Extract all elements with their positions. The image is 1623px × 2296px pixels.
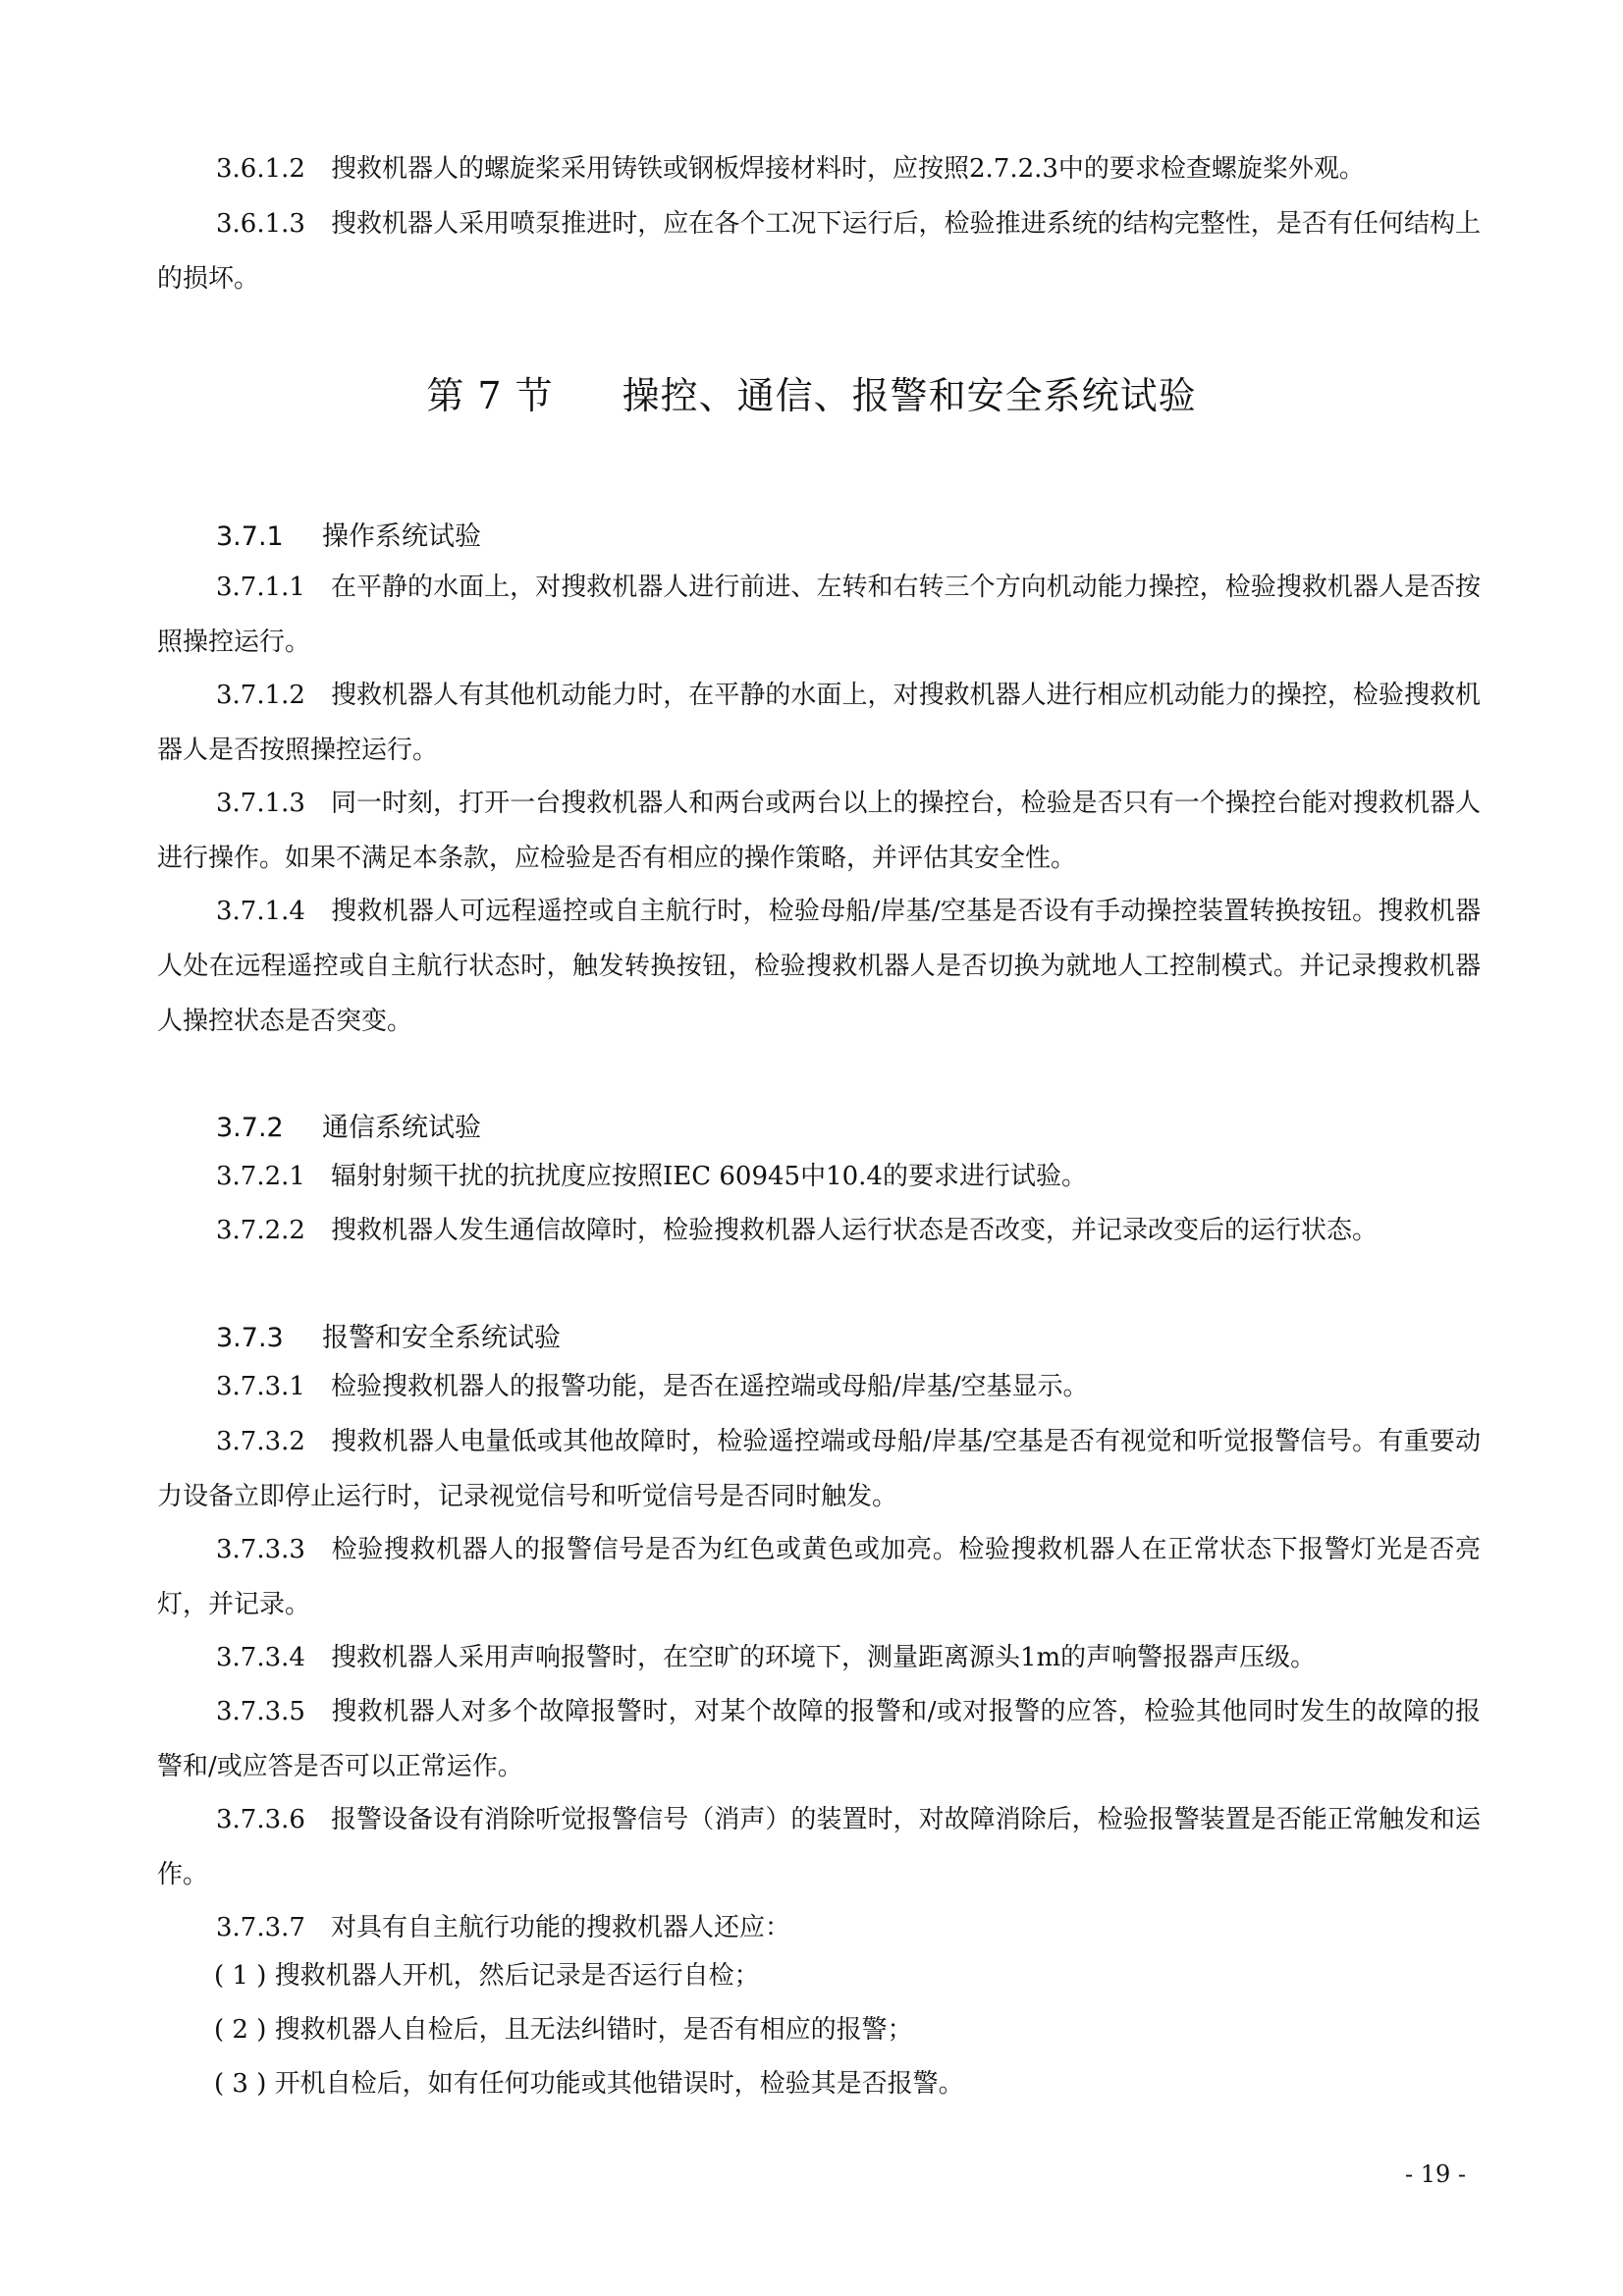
list-item <box>214 1955 760 1992</box>
heading-number: 3.7.1 <box>216 521 284 552</box>
list-item-text: 搜救机器人开机，然后记录是否运行自检； <box>274 1961 760 1991</box>
clause-text: 搜救机器人可远程遥控或自主航行时，检验母船/岸基/空基是否设有手动操控装置转换按钮。搜救机器人处在远程遥控或自主航行状态时，触发转换按钮，检验搜救机器人是否切换为就地人工控制模式。并记录搜救机器人操控状态是否突变。 <box>157 897 1481 1036</box>
clause-3-7-3-7 <box>157 1900 1481 1955</box>
clause-text: 搜救机器人采用声响报警时，在空旷的环境下，测量距离源头1m的声响警报器声压级。 <box>330 1643 1317 1672</box>
clause-text: 报警设备设有消除听觉报警信号（消声）的装置时，对故障消除后，检验报警装置是否能正常触发和运作。 <box>157 1805 1481 1889</box>
clause-number: 3.7.3.5 <box>216 1697 305 1726</box>
heading-text: 通信系统试验 <box>322 1113 481 1143</box>
clause-3-7-1-4 <box>157 884 1481 1049</box>
clause-number: 3.7.3.3 <box>216 1535 305 1564</box>
clause-3-6-1-2 <box>157 141 1481 196</box>
clause-3-7-3-6 <box>157 1792 1481 1902</box>
clause-3-7-3-4 <box>157 1630 1481 1685</box>
clause-text: 搜救机器人对多个故障报警时，对某个故障的报警和/或对报警的应答，检验其他同时发生的故障的报警和/或应答是否可以正常运作。 <box>157 1697 1481 1781</box>
clause-3-7-3-1 <box>157 1359 1481 1414</box>
clause-text: 对具有自主航行功能的搜救机器人还应： <box>330 1913 790 1942</box>
list-item-label: ( 1 ) <box>214 1961 267 1991</box>
clause-number: 3.7.1.2 <box>216 681 305 710</box>
heading-text: 操作系统试验 <box>322 521 481 552</box>
clause-text: 在平静的水面上，对搜救机器人进行前进、左转和右转三个方向机动能力操控，检验搜救机器人是否按照操控运行。 <box>157 573 1481 657</box>
list-item-text: 搜救机器人自检后，且无法纠错时，是否有相应的报警； <box>274 2015 913 2045</box>
clause-number: 3.7.3.6 <box>216 1805 305 1834</box>
section-title-text: 操控、通信、报警和安全系统试验 <box>622 374 1197 417</box>
clause-3-7-3-3 <box>157 1522 1481 1632</box>
page-number: - 19 - <box>1404 2160 1466 2188</box>
clause-text: 搜救机器人采用喷泵推进时，应在各个工况下运行后，检验推进系统的结构完整性，是否有任何结构上的损坏。 <box>157 209 1481 294</box>
clause-number: 3.7.2.1 <box>216 1162 305 1191</box>
list-item <box>214 2009 913 2046</box>
clause-3-7-3-2 <box>157 1414 1481 1524</box>
clause-text: 同一时刻，打开一台搜救机器人和两台或两台以上的操控台，检验是否只有一个操控台能对搜救机器人进行操作。如果不满足本条款，应检验是否有相应的操作策略，并评估其安全性。 <box>157 789 1481 873</box>
heading-3-7-1 <box>216 515 481 553</box>
clause-number: 3.7.3.7 <box>216 1913 305 1942</box>
section-number: 第 7 节 <box>426 374 554 417</box>
clause-number: 3.7.2.2 <box>216 1216 305 1245</box>
clause-text: 检验搜救机器人的报警信号是否为红色或黄色或加亮。检验搜救机器人在正常状态下报警灯光是否亮灯，并记录。 <box>157 1535 1481 1619</box>
clause-number: 3.7.1.4 <box>216 897 305 926</box>
clause-3-7-3-5 <box>157 1684 1481 1794</box>
clause-text: 检验搜救机器人的报警功能，是否在遥控端或母船/岸基/空基显示。 <box>330 1372 1089 1401</box>
heading-3-7-3 <box>216 1316 561 1354</box>
clause-text: 搜救机器人电量低或其他故障时，检验遥控端或母船/岸基/空基是否有视觉和听觉报警信号。有重要动力设备立即停止运行时，记录视觉信号和听觉信号是否同时触发。 <box>157 1427 1481 1511</box>
clause-3-7-1-1 <box>157 560 1481 670</box>
heading-number: 3.7.2 <box>216 1113 284 1143</box>
clause-3-7-2-2 <box>157 1203 1481 1258</box>
list-item <box>214 2063 964 2100</box>
clause-number: 3.7.3.1 <box>216 1372 305 1401</box>
section-title <box>0 365 1623 419</box>
heading-text: 报警和安全系统试验 <box>322 1323 561 1353</box>
clause-text: 搜救机器人发生通信故障时，检验搜救机器人运行状态是否改变，并记录改变后的运行状态。 <box>330 1216 1378 1245</box>
heading-number: 3.7.3 <box>216 1323 284 1353</box>
clause-3-7-1-3 <box>157 776 1481 886</box>
clause-text: 搜救机器人的螺旋桨采用铸铁或钢板焊接材料时，应按照2.7.2.3中的要求检查螺旋桨外观。 <box>330 154 1365 184</box>
clause-number: 3.7.1.3 <box>216 789 305 818</box>
clause-3-6-1-3 <box>157 196 1481 306</box>
clause-text: 辐射射频干扰的抗扰度应按照IEC 60945中10.4的要求进行试验。 <box>330 1162 1087 1191</box>
clause-3-7-1-2 <box>157 668 1481 778</box>
clause-number: 3.6.1.2 <box>216 154 305 184</box>
clause-text: 搜救机器人有其他机动能力时，在平静的水面上，对搜救机器人进行相应机动能力的操控，检验搜救机器人是否按照操控运行。 <box>157 681 1481 765</box>
clause-number: 3.7.3.4 <box>216 1643 305 1672</box>
clause-number: 3.7.3.2 <box>216 1427 305 1456</box>
list-item-label: ( 3 ) <box>214 2069 267 2099</box>
clause-number: 3.7.1.1 <box>216 573 305 602</box>
list-item-text: 开机自检后，如有任何功能或其他错误时，检验其是否报警。 <box>274 2069 964 2099</box>
heading-3-7-2 <box>216 1106 481 1144</box>
list-item-label: ( 2 ) <box>214 2015 267 2045</box>
clause-3-7-2-1 <box>157 1149 1481 1204</box>
clause-number: 3.6.1.3 <box>216 209 305 239</box>
